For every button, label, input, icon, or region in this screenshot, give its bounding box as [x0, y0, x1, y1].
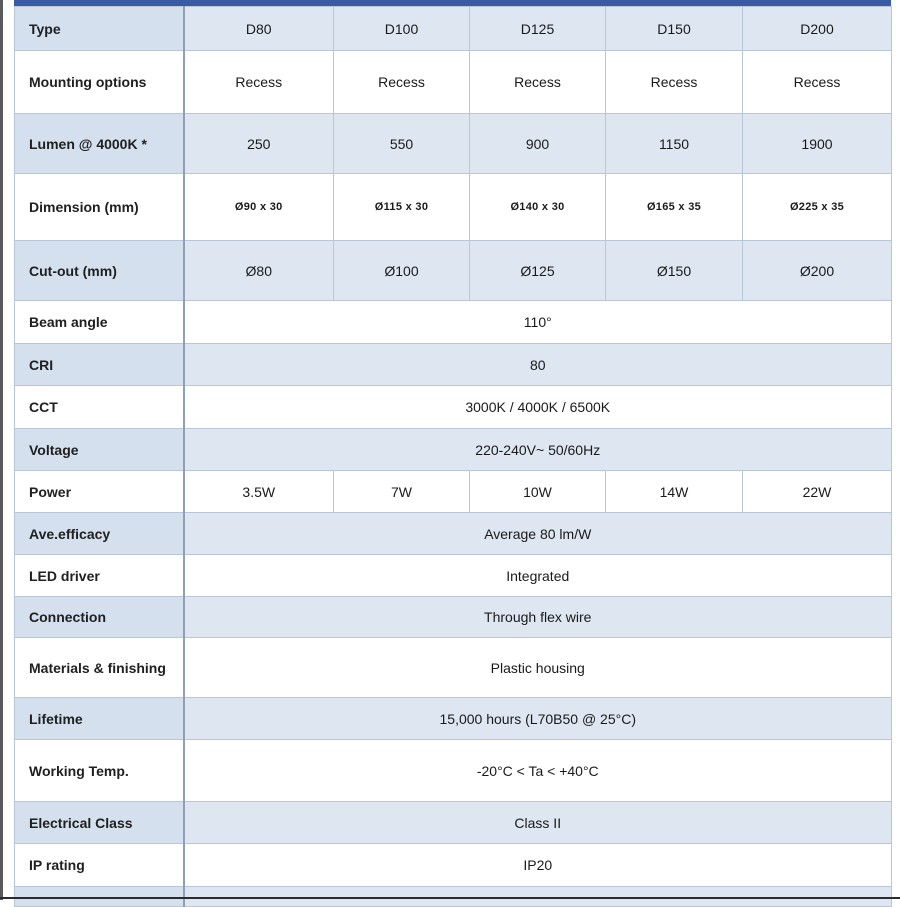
row-label-ip-rating: IP rating: [15, 844, 184, 887]
cell-type-d100: D100: [334, 7, 470, 51]
cell-lumen: 550: [334, 114, 470, 174]
cell-type-d150: D150: [606, 7, 743, 51]
cell-dimension: Ø90 x 30: [184, 174, 334, 241]
cell-dimension: Ø140 x 30: [470, 174, 606, 241]
cell-cct: 3000K / 4000K / 6500K: [184, 386, 892, 429]
spec-table: [14, 6, 892, 907]
row-label-mounting: Mounting options: [15, 51, 184, 114]
cell-power: 14W: [606, 471, 743, 513]
row-label-voltage: Voltage: [15, 429, 184, 471]
row-label-cri: CRI: [15, 344, 184, 386]
cell-dimension: Ø115 x 30: [334, 174, 470, 241]
row-label-type: Type: [15, 7, 184, 51]
row-label-connection: Connection: [15, 597, 184, 638]
row-voltage: [15, 429, 892, 471]
row-label-working-temp: Working Temp.: [15, 740, 184, 802]
cell-mounting: Recess: [184, 51, 334, 114]
row-label-lifetime: Lifetime: [15, 698, 184, 740]
row-power: [15, 471, 892, 513]
page-left-edge: [0, 0, 3, 900]
cell-cutout: Ø100: [334, 241, 470, 301]
cell-lumen: 1900: [743, 114, 892, 174]
cell-power: 22W: [743, 471, 892, 513]
row-connection: [15, 597, 892, 638]
cell-working-temp: -20°C < Ta < +40°C: [184, 740, 892, 802]
cell-mounting: Recess: [743, 51, 892, 114]
row-label-electrical-class: Electrical Class: [15, 802, 184, 844]
cell-cri: 80: [184, 344, 892, 386]
row-electrical-class: [15, 802, 892, 844]
cell-cutout: Ø80: [184, 241, 334, 301]
cell-type-d125: D125: [470, 7, 606, 51]
cell-efficacy: Average 80 lm/W: [184, 513, 892, 555]
row-efficacy: [15, 513, 892, 555]
cell-lumen: 250: [184, 114, 334, 174]
row-type: [15, 7, 892, 51]
cell-mounting: Recess: [606, 51, 743, 114]
row-cutout: [15, 241, 892, 301]
cell-lumen: 1150: [606, 114, 743, 174]
row-cct: [15, 386, 892, 429]
cell-electrical-class: Class II: [184, 802, 892, 844]
cell-mounting: Recess: [334, 51, 470, 114]
cell-beam-angle: 110°: [184, 301, 892, 344]
row-label-cutout: Cut-out (mm): [15, 241, 184, 301]
row-label-dimension: Dimension (mm): [15, 174, 184, 241]
row-ip-rating: [15, 844, 892, 887]
row-label-efficacy: Ave.efficacy: [15, 513, 184, 555]
row-lifetime: [15, 698, 892, 740]
row-label-lumen: Lumen @ 4000K *: [15, 114, 184, 174]
cell-type-d80: D80: [184, 7, 334, 51]
row-mounting: [15, 51, 892, 114]
row-cri: [15, 344, 892, 386]
cell-led-driver: Integrated: [184, 555, 892, 597]
row-working-temp: [15, 740, 892, 802]
row-label-cct: CCT: [15, 386, 184, 429]
cell-ip-rating: IP20: [184, 844, 892, 887]
cell-type-d200: D200: [743, 7, 892, 51]
row-label-materials: Materials & finishing: [15, 638, 184, 698]
cell-power: 10W: [470, 471, 606, 513]
row-materials: [15, 638, 892, 698]
row-label-power: Power: [15, 471, 184, 513]
cell-cutout: Ø200: [743, 241, 892, 301]
row-led-driver: [15, 555, 892, 597]
row-label-led-driver: LED driver: [15, 555, 184, 597]
cell-power: 7W: [334, 471, 470, 513]
cell-dimension: Ø165 x 35: [606, 174, 743, 241]
cell-mounting: Recess: [470, 51, 606, 114]
row-label-beam-angle: Beam angle: [15, 301, 184, 344]
bottom-rule: [0, 897, 900, 899]
cell-connection: Through flex wire: [184, 597, 892, 638]
cell-cutout: Ø125: [470, 241, 606, 301]
cell-materials: Plastic housing: [184, 638, 892, 698]
row-dimension: [15, 174, 892, 241]
cell-cutout: Ø150: [606, 241, 743, 301]
cell-voltage: 220-240V~ 50/60Hz: [184, 429, 892, 471]
cell-power: 3.5W: [184, 471, 334, 513]
cell-dimension: Ø225 x 35: [743, 174, 892, 241]
row-lumen: [15, 114, 892, 174]
cell-lumen: 900: [470, 114, 606, 174]
cell-lifetime: 15,000 hours (L70B50 @ 25°C): [184, 698, 892, 740]
row-beam-angle: [15, 301, 892, 344]
